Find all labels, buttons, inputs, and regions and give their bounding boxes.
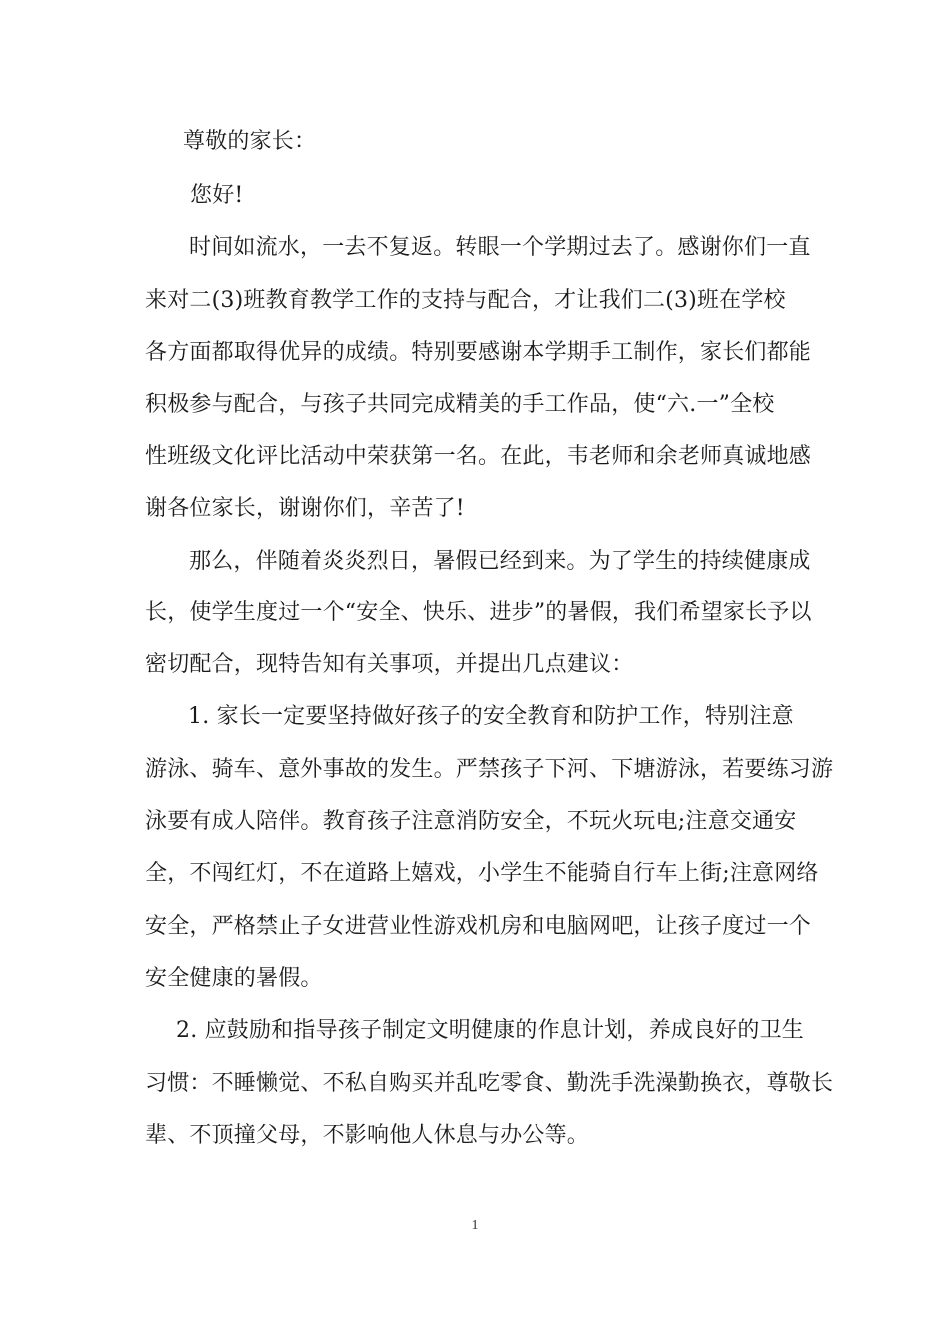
salutation: 尊敬的家长： bbox=[183, 129, 317, 154]
paragraph-line: 安全，严格禁止子女进营业性游戏机房和电脑网吧，让孩子度过一个 bbox=[145, 914, 812, 939]
paragraph-line: 习惯：不睡懒觉、不私自购买并乱吃零食、勤洗手洗澡勤换衣，尊敬长 bbox=[145, 1071, 834, 1096]
paragraph-line: 积极参与配合，与孩子共同完成精美的手工作品，使“六.一”全校 bbox=[145, 392, 775, 417]
page-number: 1 bbox=[471, 1218, 479, 1233]
paragraph-line: 谢各位家长，谢谢你们，辛苦了! bbox=[145, 496, 465, 521]
paragraph-line: 来对二(3)班教育教学工作的支持与配合，才让我们二(3)班在学校 bbox=[145, 288, 786, 313]
paragraph-line: 性班级文化评比活动中荣获第一名。在此，韦老师和余老师真诚地感 bbox=[145, 444, 812, 469]
greeting: 您好! bbox=[190, 183, 244, 208]
paragraph-line: 时间如流水，一去不复返。转眼一个学期过去了。感谢你们一直 bbox=[189, 235, 811, 260]
paragraph-line: 辈、不顶撞父母，不影响他人休息与办公等。 bbox=[145, 1123, 590, 1148]
paragraph-line: 泳要有成人陪伴。教育孩子注意消防安全，不玩火玩电;注意交通安 bbox=[145, 809, 797, 834]
paragraph-line: 2. 应鼓励和指导孩子制定文明健康的作息计划，养成良好的卫生 bbox=[176, 1018, 804, 1043]
paragraph-line: 密切配合，现特告知有关事项，并提出几点建议： bbox=[145, 652, 634, 677]
paragraph-line: 1. 家长一定要坚持做好孩子的安全教育和防护工作，特别注意 bbox=[188, 704, 794, 729]
paragraph-line: 全，不闯红灯，不在道路上嬉戏，小学生不能骑自行车上街;注意网络 bbox=[145, 861, 819, 886]
paragraph-line: 长，使学生度过一个“安全、快乐、进步”的暑假，我们希望家长予以 bbox=[145, 600, 812, 625]
paragraph-line: 游泳、骑车、意外事故的发生。严禁孩子下河、下塘游泳，若要练习游 bbox=[145, 757, 834, 782]
paragraph-line: 各方面都取得优异的成绩。特别要感谢本学期手工制作，家长们都能 bbox=[145, 340, 812, 365]
paragraph-line: 安全健康的暑假。 bbox=[145, 966, 323, 991]
paragraph-line: 那么，伴随着炎炎烈日，暑假已经到来。为了学生的持续健康成 bbox=[189, 549, 811, 574]
